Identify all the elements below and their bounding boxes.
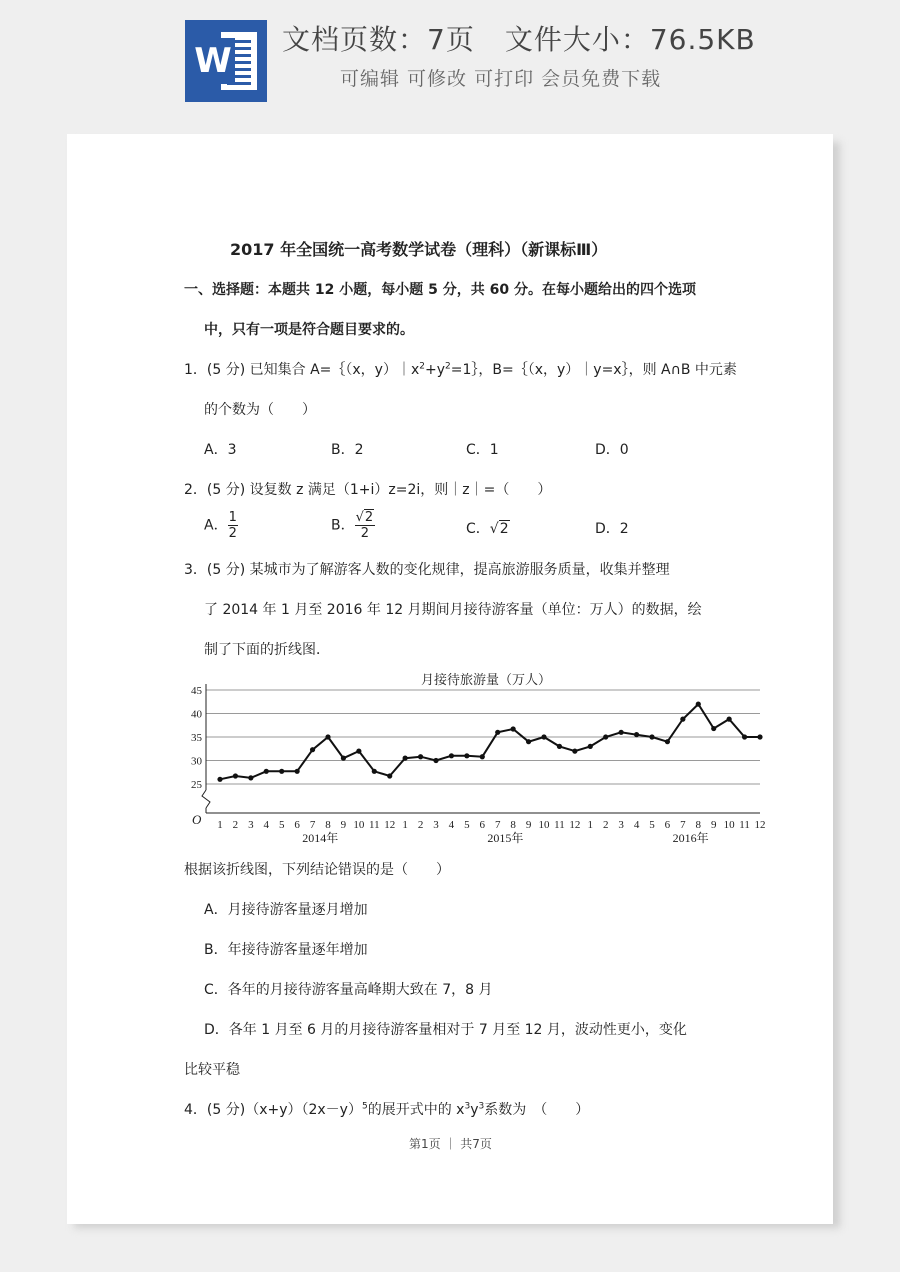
- x-tick-label: 6: [294, 819, 300, 831]
- x-tick-label: 10: [353, 819, 365, 831]
- q3-option-c: C．各年的月接待游客量高峰期大致在 7，8 月: [204, 982, 493, 998]
- x-tick-label: 8: [325, 819, 331, 831]
- doc-title: 2017 年全国统一高考数学试卷（理科）（新课标Ⅲ）: [230, 240, 608, 259]
- data-point: [541, 734, 546, 739]
- data-point: [757, 734, 762, 739]
- data-point: [387, 773, 392, 778]
- x-tick-label: 9: [340, 819, 347, 831]
- data-point: [603, 734, 608, 739]
- data-point: [418, 754, 423, 759]
- header-banner: [0, 0, 900, 120]
- page-footer: 第1页 ｜ 共7页: [409, 1137, 492, 1151]
- q2-option-a: A． $\frac{1}{2}$: [204, 510, 237, 541]
- x-tick-label: 4: [633, 819, 640, 831]
- data-point: [279, 769, 284, 774]
- x-tick-label: 11: [554, 819, 565, 831]
- x-tick-label: 2: [232, 819, 239, 831]
- x-tick-label: 12: [754, 819, 766, 831]
- data-point: [696, 702, 701, 707]
- q1-option-c: C．1: [466, 442, 499, 458]
- x-tick-label: 4: [263, 819, 270, 831]
- x-tick-label: 7: [494, 819, 501, 831]
- data-point: [264, 769, 269, 774]
- section-heading: 一、选择题：本题共 12 小题，每小题 5 分，共 60 分。在每小题给出的四个选项: [184, 282, 696, 298]
- data-point: [680, 717, 685, 722]
- data-point: [372, 769, 377, 774]
- y-tick-label: 35: [191, 732, 202, 744]
- question-1: 1．(5 分) 已知集合 A=｛（x，$y)|x^2+y^2=1\}$，B=｛（x，y）｜y=x｝，则 A∩B 中元素: [184, 361, 737, 378]
- q2-option-b: B． $\frac{√2}{2}$: [331, 510, 374, 541]
- data-point: [449, 753, 454, 758]
- data-point: [248, 775, 253, 780]
- data-point: [742, 734, 747, 739]
- data-point: [233, 773, 238, 778]
- data-point: [295, 769, 300, 774]
- data-point: [634, 732, 639, 737]
- data-point: [403, 756, 408, 761]
- data-point: [665, 739, 670, 744]
- question-2: 2．(5 分) 设复数 z 满足（1+i）z=2i，则｜z｜=（ ）: [184, 482, 552, 498]
- data-point: [480, 754, 485, 759]
- x-tick-label: 3: [618, 819, 624, 831]
- q3-option-d-cont: 比较平稳: [184, 1062, 240, 1078]
- x-tick-label: 1: [402, 819, 408, 831]
- word-letter: W: [191, 38, 235, 84]
- axis-break: [202, 790, 210, 808]
- x-tick-label: 6: [479, 819, 486, 831]
- section-heading-cont: 中，只有一项是符合题目要求的。: [204, 322, 414, 338]
- y-tick-label: 30: [191, 755, 202, 768]
- q3-option-a: A．月接待游客量逐月增加: [204, 902, 368, 918]
- page-count: 文档页数：7页: [282, 23, 475, 56]
- x-tick-label: 9: [525, 819, 532, 831]
- q1-option-a: A．3: [204, 442, 237, 458]
- data-point: [511, 726, 516, 731]
- x-tick-label: 3: [248, 819, 254, 831]
- y-tick-label: 45: [191, 685, 202, 697]
- x-tick-label: 5: [278, 819, 285, 831]
- q2-option-d: D．2: [595, 521, 629, 537]
- x-tick-label: 7: [309, 819, 316, 831]
- question-4: 4．(5 分)$(x+y)(2x-y)^5$的展开式中的 $x^3y^3$系数为 （ ）: [184, 1101, 590, 1118]
- x-tick-label: 1: [587, 819, 594, 831]
- x-tick-label: 12: [384, 819, 396, 831]
- file-meta: [282, 18, 756, 58]
- x-tick-label: 9: [710, 819, 717, 831]
- data-point: [588, 744, 593, 749]
- x-tick-label: 7: [680, 819, 686, 831]
- question-3-line3: 制了下面的折线图．: [204, 642, 330, 658]
- x-tick-label: 1: [217, 819, 223, 831]
- x-tick-label: 2: [417, 819, 424, 831]
- data-point: [433, 758, 438, 763]
- data-point: [310, 747, 315, 752]
- x-tick-label: 10: [538, 819, 550, 831]
- data-point: [356, 749, 361, 754]
- question-1-cont: 的个数为（ ）: [204, 402, 316, 418]
- data-point: [649, 734, 654, 739]
- x-tick-label: 8: [695, 819, 702, 831]
- line-chart: [178, 668, 764, 846]
- year-label: 2014年: [302, 831, 339, 845]
- x-tick-label: 5: [649, 819, 655, 831]
- origin-label: O: [192, 812, 202, 827]
- data-point: [464, 753, 469, 758]
- x-tick-label: 11: [739, 819, 750, 831]
- x-tick-label: 5: [464, 819, 470, 831]
- q1-option-d: D．0: [595, 442, 629, 458]
- x-tick-label: 10: [723, 819, 735, 831]
- data-point: [341, 756, 346, 761]
- data-point: [325, 734, 330, 739]
- x-tick-label: 3: [433, 819, 439, 831]
- data-point: [619, 730, 624, 735]
- data-point: [557, 744, 562, 749]
- question-3-line2: 了 2014 年 1 月至 2016 年 12 月期间月接待游客量（单位：万人）的数据，绘: [204, 602, 702, 618]
- x-tick-label: 8: [510, 819, 516, 831]
- q2-option-c: C．√2: [466, 521, 509, 537]
- question-3-prompt: 根据该折线图，下列结论错误的是（ ）: [184, 862, 450, 878]
- q3-option-d: D．各年 1 月至 6 月的月接待游客量相对于 7 月至 12 月，波动性更小，变化: [204, 1022, 687, 1038]
- year-label: 2015年: [487, 831, 524, 845]
- data-point: [572, 749, 577, 754]
- question-3: 3．(5 分) 某城市为了解游客人数的变化规律，提高旅游服务质量，收集并整理: [184, 562, 670, 578]
- year-label: 2016年: [672, 831, 709, 845]
- x-tick-label: 2: [602, 819, 609, 831]
- x-tick-label: 4: [448, 819, 455, 831]
- y-tick-label: 25: [191, 779, 202, 791]
- file-size: 文件大小：76.5KB: [504, 23, 756, 56]
- data-point: [727, 717, 732, 722]
- q3-option-b: B．年接待游客量逐年增加: [204, 942, 368, 958]
- word-doc-icon: [185, 20, 267, 102]
- x-tick-label: 6: [664, 819, 671, 831]
- chart-title: 月接待旅游量（万人）: [420, 673, 552, 688]
- line-chart-svg: [178, 668, 764, 846]
- data-point: [495, 730, 500, 735]
- tagline: 可编辑 可修改 可打印 会员免费下载: [340, 68, 662, 90]
- data-point: [217, 777, 222, 782]
- x-tick-label: 11: [368, 819, 380, 831]
- data-point: [526, 739, 531, 744]
- x-tick-label: 12: [569, 819, 581, 831]
- data-point: [711, 726, 716, 731]
- q1-option-b: B．2: [331, 442, 364, 458]
- y-tick-label: 40: [191, 708, 202, 721]
- series-line: [220, 704, 760, 779]
